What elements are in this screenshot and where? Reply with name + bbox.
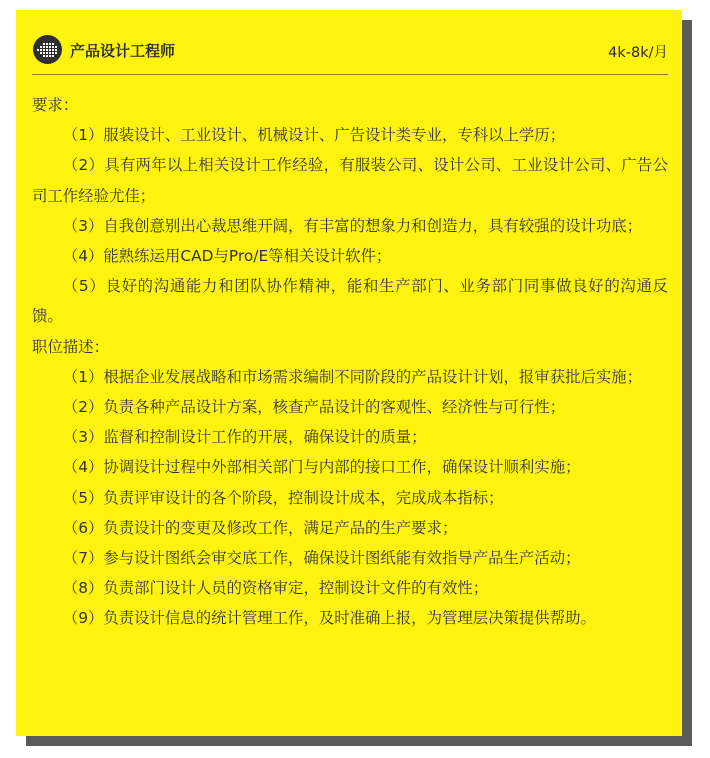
duty-item: （7）参与设计图纸会审交底工作，确保设计图纸能有效指导产品生产活动； [62,549,581,568]
job-description [32,75,668,634]
duty-item: （3）监督和控制设计工作的开展，确保设计的质量； [62,428,427,447]
requirement-item: （2）具有两年以上相关设计工作经验，有服装公司、设计公司、工业设计公司、广告公司工作经验尤佳； [32,156,668,205]
requirement-item: （1）服装设计、工业设计、机械设计、广告设计类专业，专科以上学历； [62,126,566,145]
job-header [32,10,668,75]
duty-item: （1）根据企业发展战略和市场需求编制不同阶段的产品设计计划，报审获批后实施； [62,367,643,386]
requirement-item: （4）能熟练运用CAD与Pro/E等相关设计软件； [62,247,392,266]
requirements-heading: 要求： [32,96,79,114]
duties-heading: 职位描述： [32,337,109,356]
duty-item: （8）负责部门设计人员的资格审定，控制设计文件的有效性； [62,579,489,598]
salary-range: 4k-8k/月 [608,45,668,61]
duty-item: （6）负责设计的变更及修改工作，满足产品的生产要求； [62,518,458,537]
job-title: 产品设计工程师 [70,42,176,60]
duty-item: （9）负责设计信息的统计管理工作，及时准确上报，为管理层决策提供帮助。 [62,609,596,628]
duty-item: （2）负责各种产品设计方案，核查产品设计的客观性、经济性与可行性； [62,398,566,417]
grid-dots-logo-icon [33,35,62,64]
requirement-item: （5）良好的沟通能力和团队协作精神，能和生产部门、业务部门同事做良好的沟通反馈。 [32,277,668,326]
duty-item: （5）负责评审设计的各个阶段，控制设计成本，完成成本指标； [62,488,504,507]
job-card [16,10,682,736]
duty-item: （4）协调设计过程中外部相关部门与内部的接口工作，确保设计顺利实施； [62,458,581,477]
requirement-item: （3）自我创意别出心裁思维开阔，有丰富的想象力和创造力，具有较强的设计功底； [62,216,643,235]
